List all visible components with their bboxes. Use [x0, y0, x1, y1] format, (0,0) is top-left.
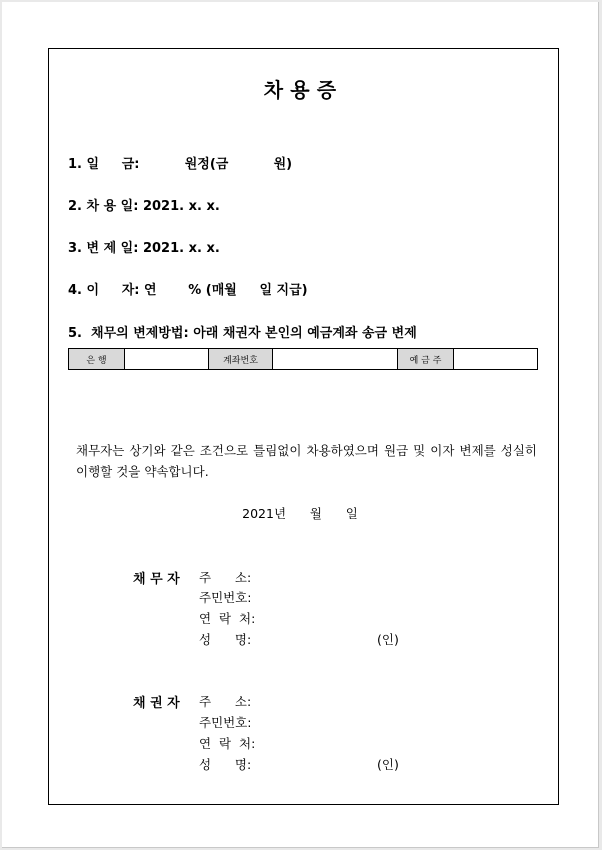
- debtor-seal: (인): [377, 632, 399, 647]
- item-interest: 4. 이 자: 연 % (매월 일 지급): [68, 283, 308, 298]
- debtor-address-label: 주 소:: [199, 570, 252, 585]
- debtor-title: 채 무 자: [133, 572, 180, 587]
- bank-label: 은 행: [69, 349, 125, 370]
- item-repay-method: 5. 채무의 변제방법: 아래 채권자 본인의 예금계좌 송금 변제: [68, 326, 417, 341]
- item-amount: 1. 일 금: 원정(금 원): [68, 157, 293, 172]
- creditor-contact-label: 연 락 처:: [199, 736, 256, 751]
- debtor-contact-label: 연 락 처:: [199, 611, 256, 626]
- account-holder-cell[interactable]: [454, 349, 538, 370]
- document-title: 차 용 증: [263, 78, 337, 102]
- promise-statement: 채무자는 상기와 같은 조건으로 틀림없이 차용하였으며 원금 및 이자 변제를 성실히 이행할 것을 약속합니다.: [76, 443, 537, 479]
- creditor-address-label: 주 소:: [199, 694, 252, 709]
- item-repay-date: 3. 변 제 일: 2021. x. x.: [68, 241, 220, 256]
- creditor-seal: (인): [377, 757, 399, 772]
- document-date: 2021년 월 일: [242, 506, 358, 521]
- bank-value-cell[interactable]: [125, 349, 209, 370]
- account-number-label: 계좌번호: [209, 349, 273, 370]
- item-borrow-date: 2. 차 용 일: 2021. x. x.: [68, 199, 220, 214]
- creditor-name-label: 성 명:: [199, 757, 252, 772]
- document-page: [2, 2, 599, 848]
- debtor-name-label: 성 명:: [199, 632, 252, 647]
- creditor-title: 채 권 자: [133, 696, 180, 711]
- bank-account-table: [68, 348, 538, 370]
- account-number-cell[interactable]: [273, 349, 398, 370]
- account-holder-label: 예 금 주: [398, 349, 454, 370]
- debtor-id-label: 주민번호:: [199, 590, 252, 605]
- creditor-id-label: 주민번호:: [199, 715, 252, 730]
